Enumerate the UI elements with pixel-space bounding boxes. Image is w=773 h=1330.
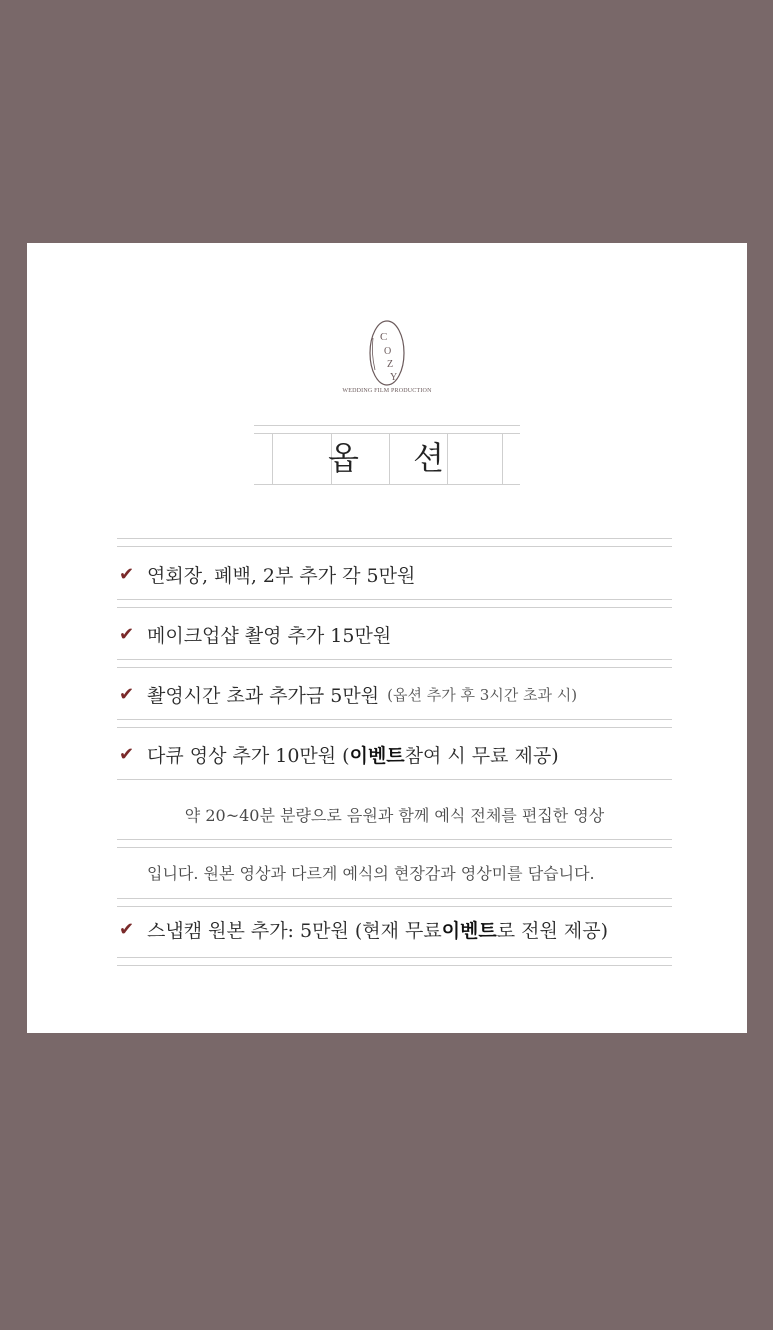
cozy-logo-emblem (361, 318, 413, 388)
page-title: 옵 션 (328, 439, 466, 477)
title-box (254, 433, 520, 484)
logo-letter-y: Y (390, 372, 398, 383)
title-rule-bottom (254, 484, 520, 485)
divider (117, 599, 672, 600)
logo-letter-z: Z (387, 359, 394, 370)
option-text: 스냅캠 원본 추가: 5만원 (현재 무료 (147, 919, 442, 942)
check-icon: ✔ (119, 623, 135, 645)
description-line: 약 20~40분 분량으로 음원과 함께 예식 전체를 편집한 영상 (184, 806, 605, 825)
logo-letter-o: O (384, 346, 392, 357)
description-line: 입니다. 원본 영상과 다르게 예식의 현장감과 영상미를 담습니다. (147, 864, 595, 883)
check-icon: ✔ (119, 563, 135, 585)
logo-subtitle: WEDDING FILM PRODUCTION (342, 388, 432, 394)
option-item (119, 736, 679, 772)
option-item (119, 911, 679, 947)
divider (117, 906, 672, 907)
check-icon: ✔ (119, 683, 135, 705)
option-text: 다큐 영상 추가 10만원 ( (147, 744, 350, 767)
option-text: 연회장, 폐백, 2부 추가 각 5만원 (147, 564, 416, 587)
option-item (119, 676, 679, 712)
cozy-logo (341, 318, 433, 398)
options-card (27, 243, 747, 1033)
divider (117, 607, 672, 608)
divider (117, 847, 672, 848)
divider (117, 719, 672, 720)
option-text: 메이크업샵 촬영 추가 15만원 (147, 624, 392, 647)
divider (117, 659, 672, 660)
option-item (119, 556, 679, 592)
divider (117, 839, 672, 840)
divider (117, 727, 672, 728)
check-icon: ✔ (119, 918, 135, 940)
option-text: 촬영시간 초과 추가금 5만원 (147, 684, 380, 707)
event-highlight: 이벤트 (441, 919, 497, 942)
option-text-tail: 로 전원 제공) (496, 919, 609, 942)
title-rule-top (254, 425, 520, 426)
divider (117, 957, 672, 958)
option-text-tail: 참여 시 무료 제공) (404, 744, 559, 767)
divider (117, 898, 672, 899)
logo-letter-c: C (380, 331, 388, 343)
option-item (119, 616, 679, 652)
option-note: (옵션 추가 후 3시간 초과 시) (387, 685, 578, 704)
divider (117, 538, 672, 539)
divider (117, 779, 672, 780)
divider (117, 965, 672, 966)
divider (117, 546, 672, 547)
event-highlight: 이벤트 (349, 744, 405, 767)
divider (117, 667, 672, 668)
check-icon: ✔ (119, 743, 135, 765)
